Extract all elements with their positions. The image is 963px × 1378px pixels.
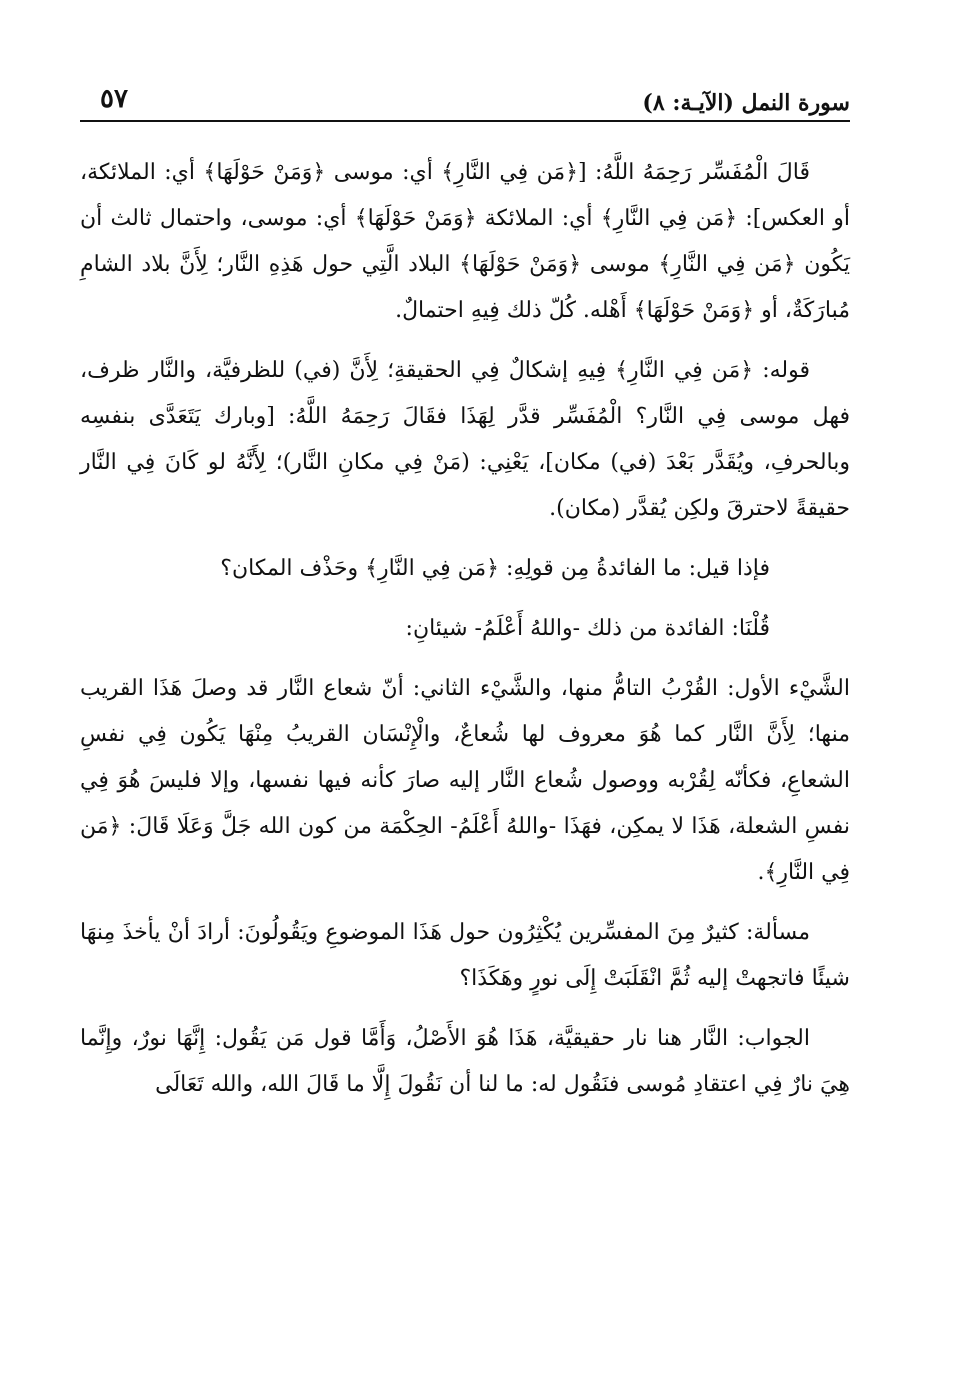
paragraph-jawab: الجواب: النَّار هنا نار حقيقيَّة، هَذَا هُوَ الأَصْلُ، وَأَمَّا قول مَن يَقُول: إِنَّهَا نورٌ، وإِنَّما هِيَ نارٌ فِي اعتقادِ مُوسى فنَقُول له: ما لنا أن نَقُولَ إِلَّا ما قَالَ الله، والله تَعَالَى [80, 1026, 850, 1097]
paragraph-masala: مسألة: كثيرٌ مِنَ المفسِّرين يُكْثِرُون حول هَذَا الموضوعِ ويَقُولُونَ: أرادَ أنْ يأخذَ مِنهَا شيئًا فاتجهتْ إليه ثُمَّ انْقَلَبَتْ إِلَى نورٍ وهَكَذَا؟ [80, 920, 850, 991]
header-divider [80, 120, 850, 122]
paragraph-answer-intro: قُلْنَا: الفائدة من ذلك -واللهُ أَعْلَمُ- شيئانِ: [405, 616, 770, 641]
paragraph-qawluhu: قوله: ﴿مَن فِي النَّارِ﴾ فِيهِ إشكالٌ فِي الحقيقةِ؛ لِأَنَّ (في) للظرفيَّة، والنَّار ظرف، فهل موسى فِي النَّار؟ الْمُفَسِّر قدَّر لِهَذَا فقَالَ رَحِمَهُ اللَّهُ: [وبارك يَتَعَدَّى بنفسِه وبالحرفِ، ويُقَدَّر بَعْدَ (في) مكان]، يَعْنِي: (مَنْ فِي مكانِ النَّار)؛ لِأَنَّهُ لو كَانَ فِي النَّار حقيقةً لاحترقَ ولكِن يُقدَّر (مكان). [80, 358, 851, 521]
page-header [80, 84, 850, 124]
page-body [80, 150, 850, 1122]
page-number: ٥٧ [100, 84, 128, 114]
paragraph-mufassir-quote: قَالَ الْمُفَسِّر رَحِمَهُ اللَّهُ: [﴿مَن فِي النَّارِ﴾ أي: موسى ﴿وَمَنْ حَوْلَهَا﴾ أي: الملائكة، أو العكس]: ﴿مَن فِي النَّارِ﴾ أي: الملائكة ﴿وَمَنْ حَوْلَهَا﴾ أي: موسى، واحتمال ثالث أن يَكُون ﴿مَن فِي النَّارِ﴾ موسى ﴿وَمَنْ حَوْلَهَا﴾ البلاد الَّتِي حول هَذِهِ النَّار؛ لِأَنَّ بلاد الشامِ مُبارَكَةٌ، أو ﴿وَمَنْ حَوْلَهَا﴾ أَهْله. كُلّ ذلك فِيهِ احتمالٌ. [80, 160, 850, 323]
paragraph-two-things: الشَّيْء الأول: القُرْبُ التامُّ منها، والشَّيْء الثاني: أنّ شعاع النَّار قد وصلَ هَذَا القريب منها؛ لِأَنَّ النَّار كما هُوَ معروف لها شُعاعٌ، والْإِنْسَان القريبُ مِنْهَا يَكُون فِي نفسِ الشعاعِ، فكأنّه لِقُرْبه ووصول شُعاع النَّار إليه صارَ كأنه فيها نفسها، وإلا فليسَ هُوَ فِي نفسِ الشعلة، هَذَا لا يمكِن، فهَذَا -واللهُ أَعْلَمُ- الحِكْمَة من كون الله جَلَّ وَعَلَا قَالَ: ﴿مَن فِي النَّارِ﴾. [80, 676, 850, 885]
running-header-title: سورة النمل (الآيـة: ٨) [642, 90, 850, 116]
paragraph-question: فإذا قيل: ما الفائدةُ مِن قولِهِ: ﴿مَن فِي النَّارِ﴾ وحَذْف المكان؟ [220, 556, 770, 581]
